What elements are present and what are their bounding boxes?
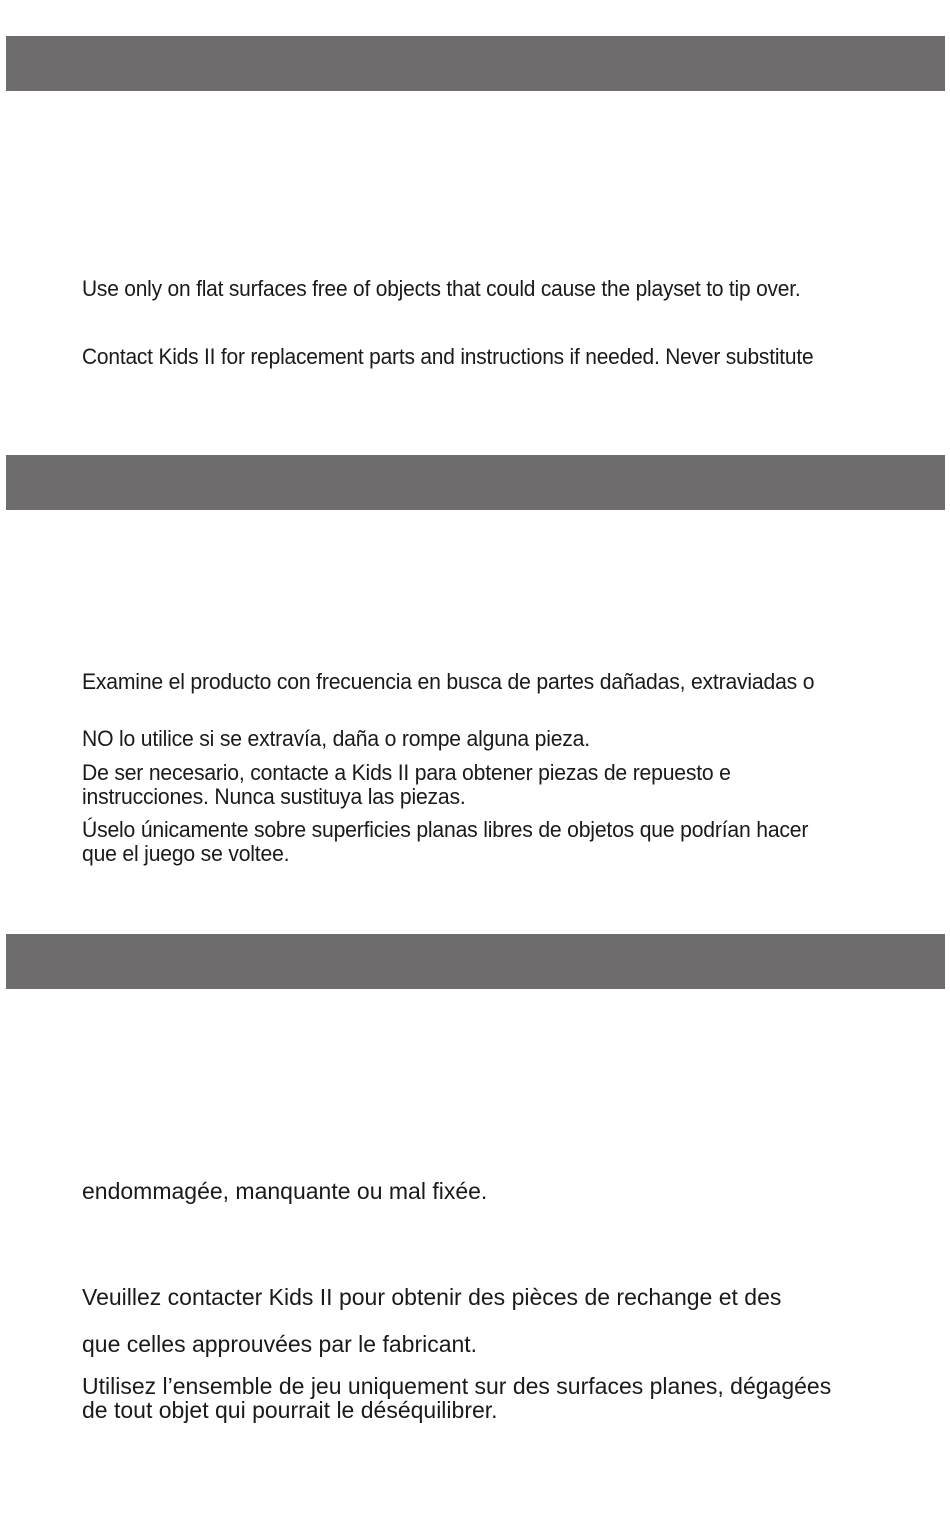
section-header-bar-spanish bbox=[6, 455, 945, 510]
warning-line-flat-surfaces: Utilisez l’ensemble de jeu uniquement sur des surfaces planes, dégagées bbox=[82, 1373, 832, 1399]
warning-line-contact-kids-ii-cont: instrucciones. Nunca sustituya las piezas. bbox=[82, 784, 466, 809]
section-header-bar-french bbox=[6, 934, 945, 989]
warning-line-flat-surfaces: Úselo únicamente sobre superficies planas libres de objetos que podrían hacer bbox=[82, 817, 809, 842]
warning-line-do-not-use: NO lo utilice si se extravía, daña o rompe alguna pieza. bbox=[82, 726, 590, 751]
warning-line-approved-parts: que celles approuvées par le fabricant. bbox=[82, 1331, 478, 1357]
warning-line-examine-product: Examine el producto con frecuencia en busca de partes dañadas, extraviadas o bbox=[82, 669, 815, 694]
warning-line-flat-surfaces: Use only on flat surfaces free of objects that could cause the playset to tip over. bbox=[82, 276, 801, 301]
warning-line-replacement-parts: Contact Kids II for replacement parts and instructions if needed. Never substitute bbox=[82, 344, 814, 369]
warning-line-contact-kids-ii: Veuillez contacter Kids II pour obtenir des pièces de rechange et des bbox=[82, 1284, 782, 1310]
section-header-bar-english bbox=[6, 36, 945, 91]
warning-line-flat-surfaces-cont: que el juego se voltee. bbox=[82, 841, 290, 866]
warning-line-contact-kids-ii: De ser necesario, contacte a Kids II para obtener piezas de repuesto e bbox=[82, 760, 731, 785]
warning-line-damaged-parts: endommagée, manquante ou mal fixée. bbox=[82, 1178, 488, 1204]
warning-line-flat-surfaces-cont: de tout objet qui pourrait le déséquilibrer. bbox=[82, 1397, 498, 1423]
